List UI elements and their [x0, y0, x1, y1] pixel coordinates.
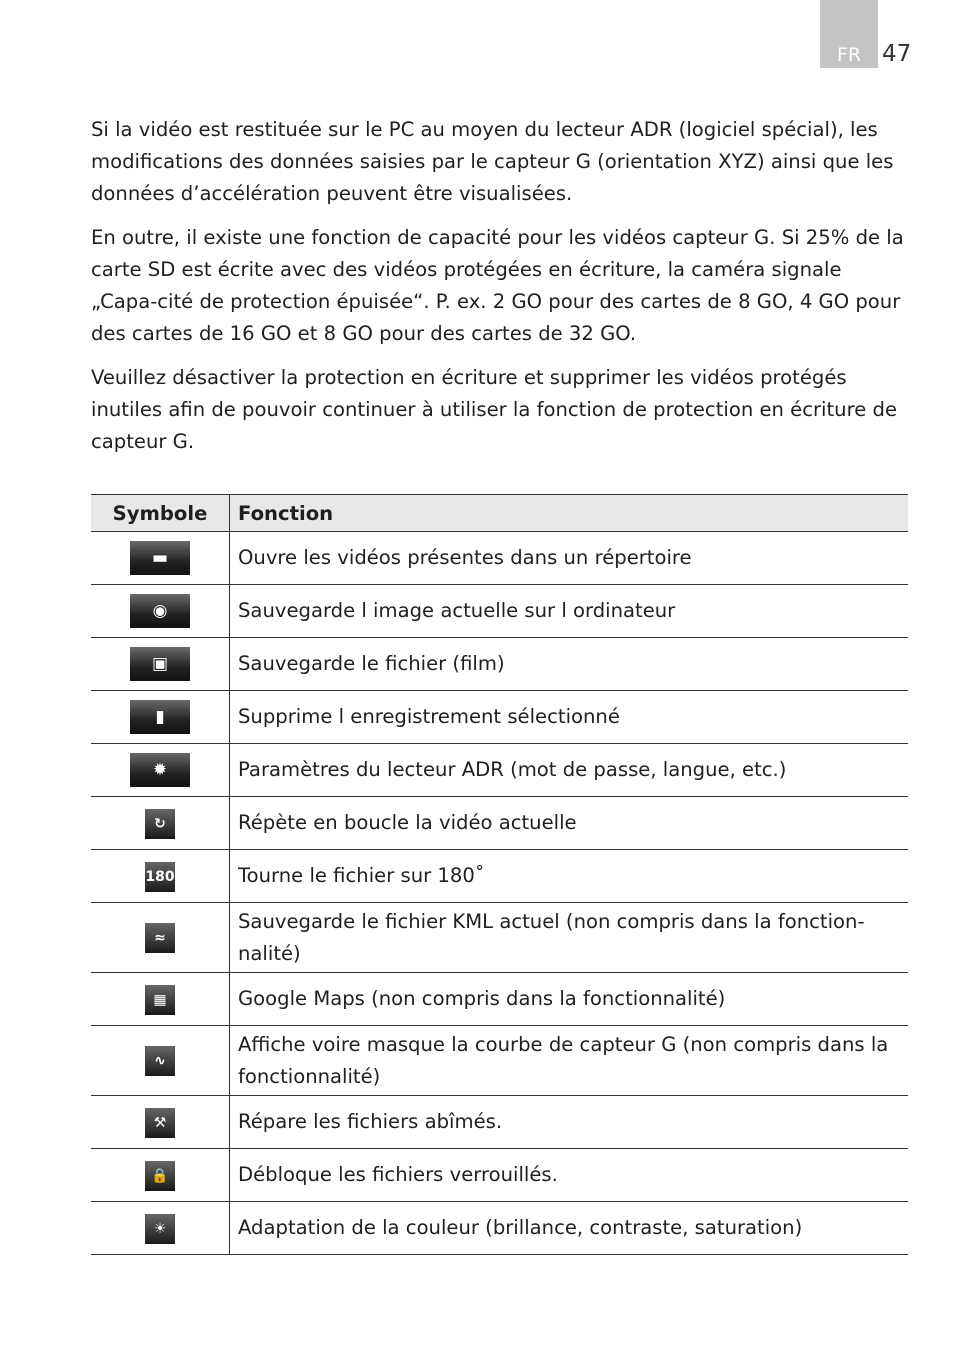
table-row	[91, 1202, 908, 1255]
function-cell: Répare les fichiers abîmés.	[230, 1096, 909, 1149]
function-cell: Sauvegarde le fichier KML actuel (non compris dans la fonction-nalité)	[230, 903, 909, 973]
header-fonction: Fonction	[230, 495, 909, 532]
language-label: FR	[836, 44, 862, 66]
wrench-icon: ⚒	[145, 1108, 175, 1138]
table-row	[91, 1096, 908, 1149]
table-row	[91, 973, 908, 1026]
symbol-cell	[91, 903, 230, 973]
symbol-cell	[91, 744, 230, 797]
symbol-cell	[91, 585, 230, 638]
repeat-icon: ↻	[145, 809, 175, 839]
table-row	[91, 1149, 908, 1202]
function-cell: Débloque les fichiers verrouillés.	[230, 1149, 909, 1202]
paragraph: En outre, il existe une fonction de capacité pour les vidéos capteur G. Si 25% de la carte SD est écrite avec des vidéos protégées en écriture, la caméra signale „Capa-cité de protection épuisée“. P. ex. 2 GO pour des cartes de 8 GO, 4 GO pour des cartes de 16 GO et 8 GO pour des cartes de 32 GO.	[91, 226, 904, 345]
function-cell: Sauvegarde l image actuelle sur l ordinateur	[230, 585, 909, 638]
language-tab	[820, 0, 878, 68]
folder-icon: ▬	[130, 541, 190, 575]
function-cell: Tourne le fichier sur 180˚	[230, 850, 909, 903]
paragraph: Veuillez désactiver la protection en écriture et supprimer les vidéos protégés inutiles afin de pouvoir continuer à utiliser la fonction de protection en écriture de capteur G.	[91, 366, 897, 453]
table-row	[91, 903, 908, 973]
gear-icon: ✹	[130, 753, 190, 787]
symbol-cell	[91, 1202, 230, 1255]
symbol-cell	[91, 973, 230, 1026]
table-row	[91, 638, 908, 691]
save-icon: ▣	[130, 647, 190, 681]
symbol-cell	[91, 532, 230, 585]
camera-icon: ◉	[130, 594, 190, 628]
table-row	[91, 585, 908, 638]
table-row	[91, 1026, 908, 1096]
body-text	[91, 114, 911, 470]
table-row	[91, 691, 908, 744]
symbol-cell	[91, 1149, 230, 1202]
function-cell: Répète en boucle la vidéo actuelle	[230, 797, 909, 850]
table-row	[91, 744, 908, 797]
kml-icon: ≈	[145, 923, 175, 953]
table-header-row	[91, 495, 908, 532]
symbol-cell	[91, 638, 230, 691]
rotate-180-icon: 180	[145, 862, 175, 892]
symbol-table	[91, 494, 908, 1255]
wave-icon: ∿	[145, 1046, 175, 1076]
brightness-icon: ☀	[145, 1214, 175, 1244]
function-cell: Ouvre les vidéos présentes dans un répertoire	[230, 532, 909, 585]
symbol-cell	[91, 1096, 230, 1149]
table-row	[91, 797, 908, 850]
function-cell: Google Maps (non compris dans la fonctionnalité)	[230, 973, 909, 1026]
table-row	[91, 850, 908, 903]
lock-icon: 🔒	[145, 1161, 175, 1191]
table-row	[91, 532, 908, 585]
function-cell: Adaptation de la couleur (brillance, contraste, saturation)	[230, 1202, 909, 1255]
function-cell: Supprime l enregistrement sélectionné	[230, 691, 909, 744]
page-number: 47	[882, 41, 912, 67]
symbol-cell	[91, 691, 230, 744]
symbol-cell	[91, 850, 230, 903]
function-cell: Sauvegarde le fichier (film)	[230, 638, 909, 691]
function-cell: Paramètres du lecteur ADR (mot de passe, langue, etc.)	[230, 744, 909, 797]
symbol-cell	[91, 1026, 230, 1096]
header-symbole: Symbole	[91, 495, 230, 532]
symbol-cell	[91, 797, 230, 850]
map-icon: ▦	[145, 985, 175, 1015]
function-cell: Affiche voire masque la courbe de capteur G (non compris dans la fonctionnalité)	[230, 1026, 909, 1096]
trash-icon: ▮	[130, 700, 190, 734]
paragraph: Si la vidéo est restituée sur le PC au moyen du lecteur ADR (logiciel spécial), les modifications des données saisies par le capteur G (orientation XYZ) ainsi que les données d’accélération peuvent être visualisées.	[91, 118, 894, 205]
